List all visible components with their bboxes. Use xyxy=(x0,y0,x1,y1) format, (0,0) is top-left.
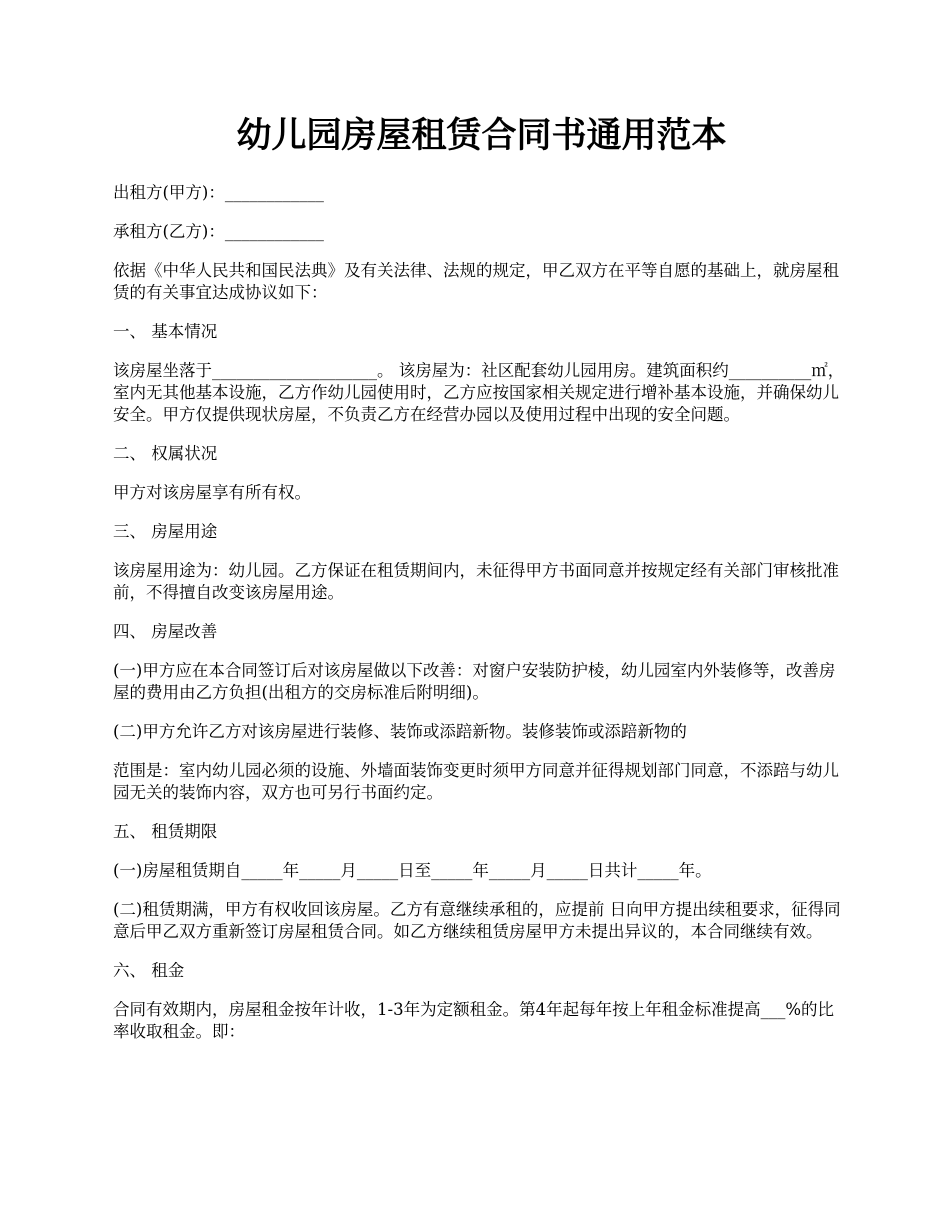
basic-info-paragraph: 该房屋坐落于____________________。 该房屋为：社区配套幼儿园用房。建筑面积约__________㎡，室内无其他基本设施，乙方作幼儿园使用时，乙方应按国家相关规定进行增补基本设施，并确保幼儿安全。甲方仅提供现状房屋，不负责乙方在经营办园以及使用过程中出现的安全问题。 xyxy=(113,361,845,424)
preamble-paragraph: 依据《中华人民共和国民法典》及有关法律、法规的规定，甲乙双方在平等自愿的基础上，就房屋租赁的有关事宜达成协议如下： xyxy=(113,261,839,302)
improvement-paragraph-2: (二)甲方允许乙方对该房屋进行装修、装饰或添踣新物。装修装饰或添踣新物的 xyxy=(113,722,687,741)
usage-paragraph: 该房屋用途为：幼儿园。乙方保证在租赁期间内，未征得甲方书面同意并按规定经有关部门审核批准前，不得擅自改变该房屋用途。 xyxy=(113,561,839,602)
improvement-scope-paragraph: 范围是：室内幼儿园必须的设施、外墙面装饰变更时须甲方同意并征得规划部门同意，不添踣与幼儿园无关的装饰内容，双方也可另行书面约定。 xyxy=(113,761,839,802)
section-heading-usage: 三、 房屋用途 xyxy=(113,522,218,541)
section-heading-ownership: 二、 权属状况 xyxy=(113,444,218,463)
section-heading-improvement: 四、 房屋改善 xyxy=(113,622,218,641)
document-title: 幼儿园房屋租赁合同书通用范本 xyxy=(236,115,727,156)
improvement-paragraph-1: (一)甲方应在本合同签订后对该房屋做以下改善：对窗户安装防护棱，幼儿园室内外装修等，改善房屋的费用由乙方负担(出租方的交房标准后附明细)。 xyxy=(113,661,836,702)
term-paragraph-1: (一)房屋租赁期自_____年_____月_____日至_____年_____月_____日共计_____年。 xyxy=(113,861,712,880)
rent-paragraph: 合同有效期内，房屋租金按年计收，1-3年为定额租金。第4年起每年按上年租金标准提高___%的比率收取租金。即： xyxy=(113,1000,834,1041)
lessee-line: 承租方(乙方)：____________ xyxy=(113,222,324,241)
section-heading-term: 五、 租赁期限 xyxy=(113,822,218,841)
term-paragraph-2: (二)租赁期满，甲方有权收回该房屋。乙方有意继续承租的，应提前 日向甲方提出续租要求，征得同意后甲乙双方重新签订房屋租赁合同。如乙方继续租赁房屋甲方未提出异议的，本合同继续有效。 xyxy=(113,900,841,941)
lessor-line: 出租方(甲方)：____________ xyxy=(113,183,324,202)
ownership-paragraph: 甲方对该房屋享有所有权。 xyxy=(113,483,311,502)
section-heading-basic-info: 一、 基本情况 xyxy=(113,322,218,341)
section-heading-rent: 六、 租金 xyxy=(113,961,185,980)
